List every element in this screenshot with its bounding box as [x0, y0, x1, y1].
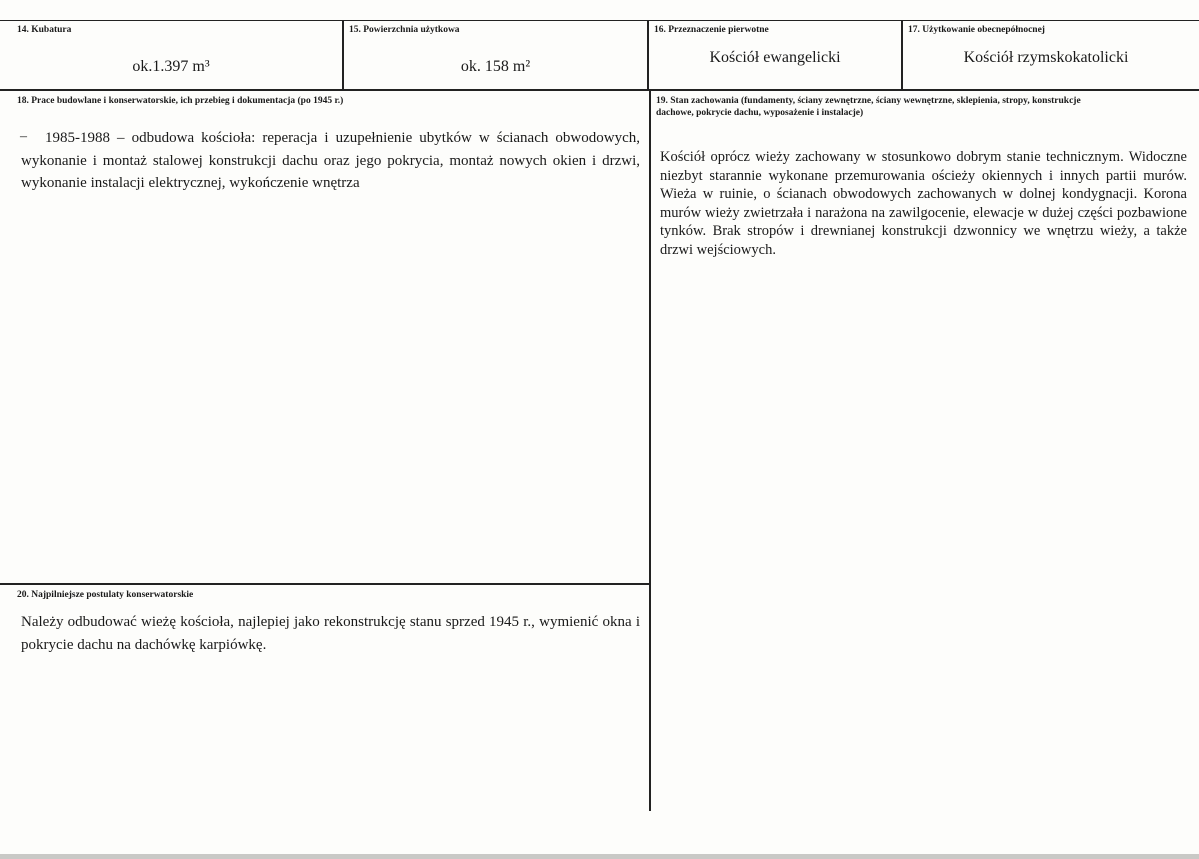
field-20-text: Należy odbudować wieżę kościoła, najlepiej jako rekonstrukcję stanu sprzed 1945 r., wymienić okna i pokrycie dachu na dachówkę karpiówkę. [21, 614, 640, 653]
header-row-bottom-rule [0, 89, 1199, 91]
field-15-value: ok. 158 m² [460, 58, 531, 75]
field-18-text: 1985-1988 – odbudowa kościoła: reperacja i uzupełnienie ubytków w ścianach obwodowych, wykonanie i montaż stalowej konstrukcji dachu oraz jego pokrycia, montaż nowych okien i drzwi, wykonanie instalacji elektrycznej, wykończenie wnętrza [21, 130, 640, 191]
field-15-label: 15. Powierzchnia użytkowa [349, 25, 460, 35]
field-14-label: 14. Kubatura [17, 25, 72, 35]
field-20-label: 20. Najpilniejsze postulaty konserwatorskie [17, 590, 194, 600]
section-18-20-rule [0, 583, 650, 585]
field-19-text: Kościół oprócz wieży zachowany w stosunkowo dobrym stanie technicznym. Widoczne niezbyt starannie wykonane przemurowania ościeży okiennych i innych partii murów. Wieża w ruinie, o ścianach obwodowych zachowanych w dolnej kondygnacji. Korona murów wieży zwietrzała i narażona na zawilgocenie, elewacje w dużej części pozbawione tynków. Brak stropów i drewnianej konstrukcji dzwonnicy we wnętrzu wieży, a także drzwi wejściowych. [660, 149, 1187, 258]
scan-bottom-edge [0, 854, 1199, 859]
top-rule [0, 20, 1199, 21]
field-19-label-line2: dachowe, pokrycie dachu, wyposażenie i instalacje) [656, 108, 864, 118]
field-18-label: 18. Prace budowlane i konserwatorskie, ich przebieg i dokumentacja (po 1945 r.) [17, 96, 344, 106]
field-14-value: ok.1.397 m³ [132, 58, 210, 75]
field-19-label-line1: 19. Stan zachowania (fundamenty, ściany zewnętrzne, ściany wewnętrzne, sklepienia, stropy, konstrukcje [656, 96, 1081, 106]
field-18-bullet: – [20, 129, 27, 144]
field-16-value: Kościół ewangelicki [709, 49, 841, 66]
field-17-label: 17. Użytkowanie obecnepółnocnej [908, 25, 1045, 35]
field-16-label: 16. Przeznaczenie pierwotne [654, 25, 769, 35]
field-17-value: Kościół rzymskokatolicki [963, 49, 1129, 66]
divider-14-15 [342, 20, 344, 90]
main-column-divider [649, 89, 651, 811]
